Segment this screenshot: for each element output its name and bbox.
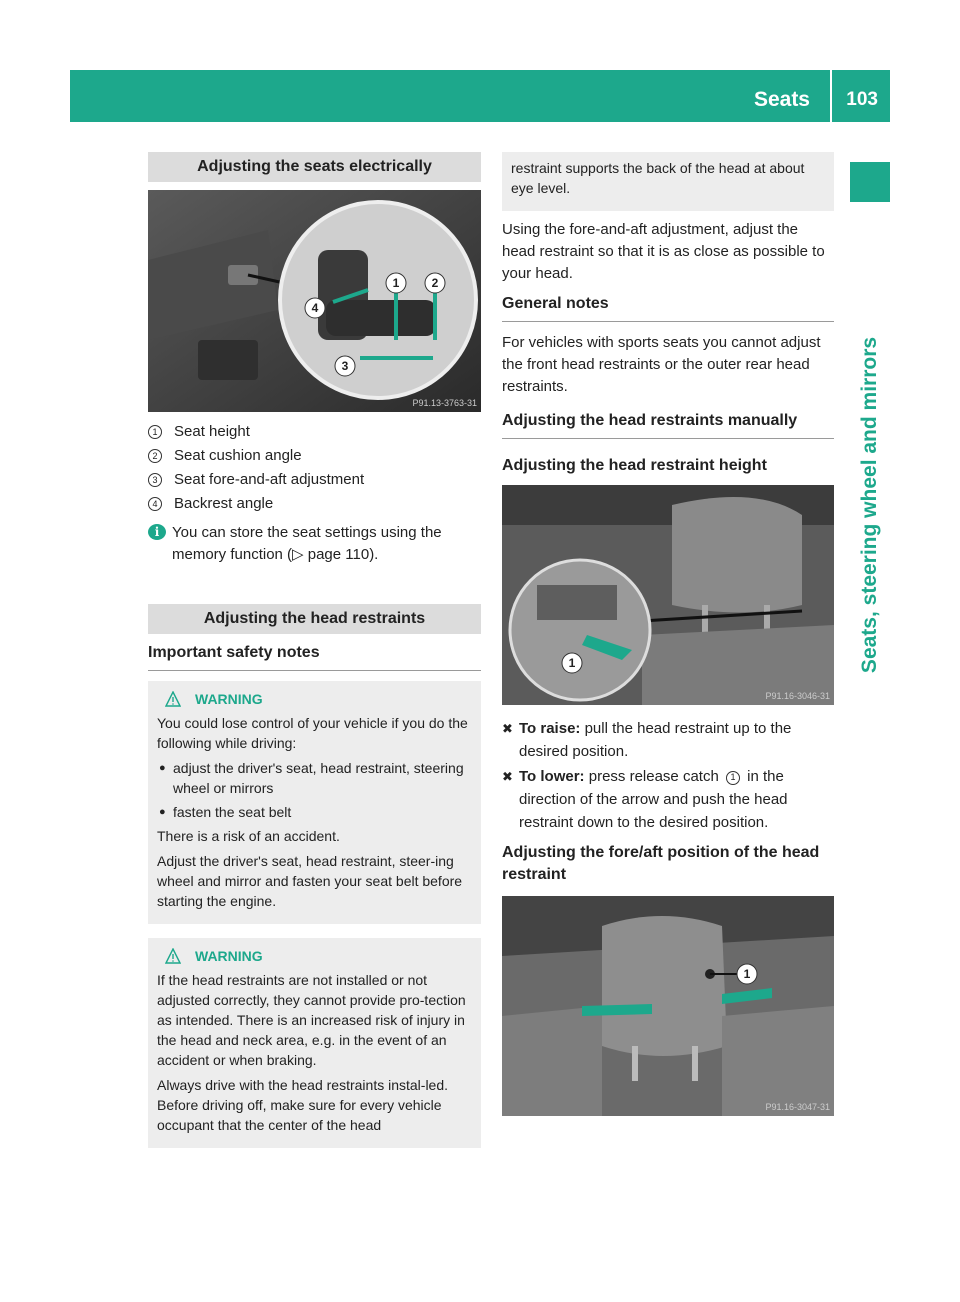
warning-text: There is a risk of an accident.: [157, 828, 340, 844]
step-arrow-icon: ✖: [502, 721, 513, 736]
seat-legend: [148, 420, 481, 516]
legend-item: [148, 468, 481, 492]
callout-1: 1: [392, 276, 400, 290]
legend-text: Seat height: [174, 423, 250, 440]
warning-text: If the head restraints are not installed or not adjusted correctly, they cannot provide pro-tection as intended. There is an increased risk of injury in the head and neck area, e.g. in the event of an accident or when braking.: [157, 972, 466, 1068]
callout-3: 3: [341, 359, 349, 373]
page-number: 103: [846, 89, 878, 110]
head-restraint-foreaft-illustration: [502, 896, 834, 1116]
body-paragraph: For vehicles with sports seats you cannot adjust the front head restraints or the outer rear head restraints.: [502, 334, 821, 395]
subhead-fore-aft: Adjusting the fore/aft position of the head restraint: [502, 844, 820, 883]
warning-bullet: ● fasten the seat belt: [159, 804, 292, 820]
legend-number: 1: [148, 425, 162, 439]
step-raise: [502, 717, 834, 763]
body-paragraph: Using the fore-and-aft adjustment, adjust the head restraint so that it is as close as possible to your head.: [502, 221, 825, 282]
chapter-title: Seats: [753, 88, 810, 111]
photo-reference-code: P91.16-3046-31: [765, 691, 830, 701]
subhead-restraint-height: Adjusting the head restraint height: [502, 457, 767, 474]
warning-title: [157, 946, 472, 966]
callout-2: 2: [431, 276, 439, 290]
step-lower: [502, 765, 834, 834]
section-title-seats-electric: Adjusting the seats electrically: [148, 152, 481, 182]
warning-text: restraint supports the back of the head at about eye level.: [511, 160, 805, 196]
callout-1: 1: [568, 656, 576, 670]
legend-text: Seat fore-and-aft adjustment: [174, 471, 365, 488]
warning-title: [157, 689, 472, 709]
side-chapter-label: Seats, steering wheel and mirrors: [858, 336, 881, 674]
legend-item: [148, 444, 481, 468]
legend-number: 2: [148, 449, 162, 463]
left-column: [148, 152, 481, 1148]
head-restraint-foreaft-photo: [502, 896, 834, 1116]
seat-controls-photo: [148, 190, 481, 412]
warning-box-1: [148, 681, 481, 924]
warning-bullet: ● adjust the driver's seat, head restraint, steering wheel or mirrors: [157, 758, 472, 798]
legend-number: 3: [148, 473, 162, 487]
info-note: [148, 522, 481, 566]
callout-1: 1: [743, 967, 751, 981]
section-title-head-restraints: Adjusting the head restraints: [148, 604, 481, 634]
right-column: [502, 152, 834, 1116]
warning-triangle-icon: [165, 948, 181, 964]
warning-label: WARNING: [195, 691, 263, 707]
info-icon: i: [148, 524, 166, 540]
seat-controls-illustration: [148, 190, 481, 412]
header-separator: [830, 70, 832, 122]
legend-item: [148, 492, 481, 516]
bullet-text: fasten the seat belt: [173, 804, 292, 820]
side-chapter-tab: [850, 162, 890, 202]
callout-4: 4: [311, 301, 319, 315]
warning-text: Adjust the driver's seat, head restraint, steer-ing wheel and mirror and fasten your seat belt before starting the engine.: [157, 853, 463, 909]
warning-text: Always drive with the head restraints instal-led. Before driving off, make sure for every vehicle occupant that the center of the head: [157, 1077, 449, 1133]
warning-triangle-icon: [165, 691, 181, 707]
warning-box-2-continued: [502, 152, 834, 211]
photo-reference-code: P91.16-3047-31: [765, 1102, 830, 1112]
inline-callout-number: 1: [726, 771, 740, 785]
legend-text: Seat cushion angle: [174, 447, 302, 464]
step-text: pull the head restraint up to the desired position.: [519, 720, 792, 760]
legend-number: 4: [148, 497, 162, 511]
step-label: To lower:: [519, 768, 585, 785]
subhead-safety-notes: Important safety notes: [148, 644, 481, 671]
step-label: To raise:: [519, 720, 581, 737]
info-text: You can store the seat settings using the memory function (▷ page 110).: [172, 524, 442, 563]
subhead-general-notes: General notes: [502, 295, 834, 322]
legend-item: [148, 420, 481, 444]
warning-label: WARNING: [195, 948, 263, 964]
step-text: press release catch: [584, 768, 723, 785]
legend-text: Backrest angle: [174, 495, 274, 512]
bullet-text: adjust the driver's seat, head restraint, steering wheel or mirrors: [173, 760, 464, 796]
steps-list: [502, 717, 834, 834]
warning-box-2: [148, 938, 481, 1148]
step-arrow-icon: ✖: [502, 769, 513, 784]
step-text: in the direction of the arrow and push the head restraint down to the desired position.: [519, 768, 788, 831]
subhead-manual-restraints: Adjusting the head restraints manually: [502, 412, 834, 439]
head-restraint-height-photo: [502, 485, 834, 705]
head-restraint-height-illustration: [502, 485, 834, 705]
warning-text: You could lose control of your vehicle if you do the following while driving:: [157, 715, 468, 751]
page-header-bar: [70, 70, 890, 122]
photo-reference-code: P91.13-3763-31: [412, 398, 477, 408]
